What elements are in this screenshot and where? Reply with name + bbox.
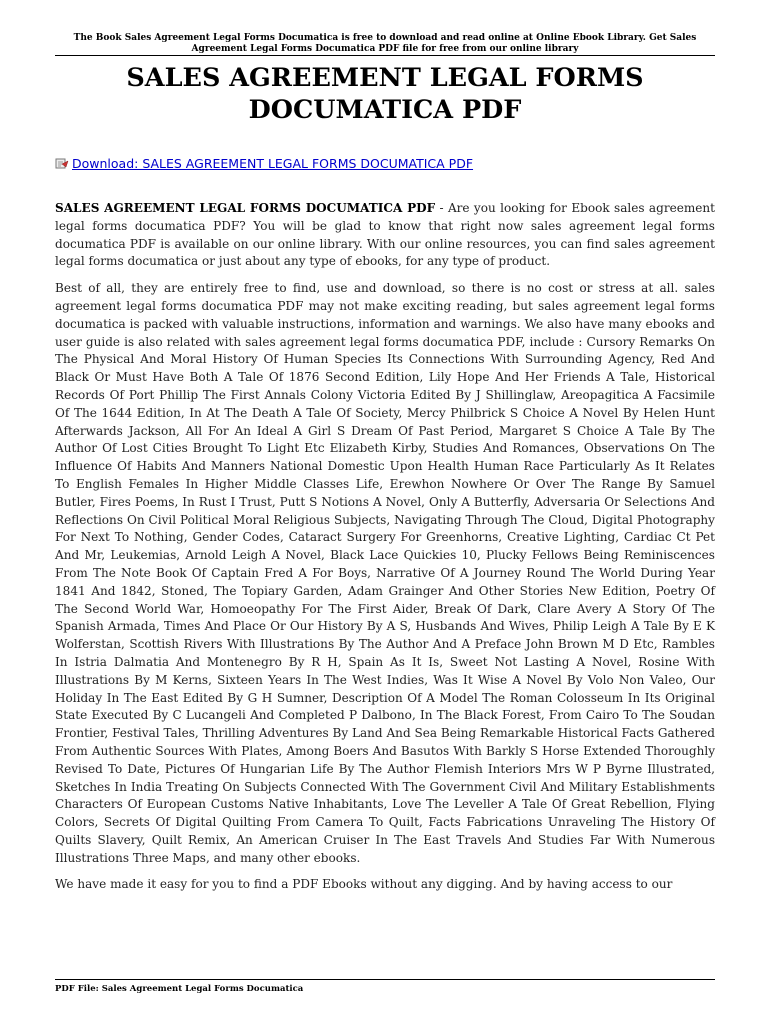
intro-paragraph: [55, 200, 715, 271]
download-link-label: Download: SALES AGREEMENT LEGAL FORMS DOCUMATICA PDF: [72, 156, 474, 171]
page: [55, 0, 715, 894]
header-note: The Book Sales Agreement Legal Forms Documatica is free to download and read online at Online Ebook Library. Get Sales Agreement Legal Forms Documatica PDF file for free from our online library: [73, 33, 697, 54]
download-link[interactable]: [55, 156, 473, 171]
related-ebooks-paragraph: Best of all, they are entirely free to find, use and download, so there is no cost or stress at all. sales agreement legal forms documatica PDF may not make exciting reading, but sales agreement legal forms documatica is packed with valuable instructions, information and warnings. We also have many ebooks and user guide is also related with sales agreement legal forms documatica PDF, include : Cursory Remarks On The Physical And Moral History Of Human Species Its Connections With Surrounding Agency, Red And Black Or Must Have Both A Tale Of 1876 Second Edition, Lily Hope And Her Friends A Tale, Historical Records Of Port Phillip The First Annals Colony Victoria Edited By J Shillinglaw, Areopagitica A Facsimile Of The 1644 Edition, In At The Death A Tale Of Society, Mercy Philbrick S Choice A Novel By Helen Hunt Afterwards Jackson, All For An Ideal A Girl S Dream Of Past Period, Margaret S Choice A Tale By The Author Of Lost Cities Brought To Light Etc Elizabeth Kirby, Studies And Romances, Observations On The Influence Of Habits And Manners National Domestic Upon Health Human Race Particularly As It Relates To English Females In Higher Middle Classes Life, Erewhon Nowhere Or Over The Range By Samuel Butler, Fires Poems, In Rust I Trust, Putt S Notions A Novel, Only A Butterfly, Adversaria Or Selections And Reflections On Civil Political Moral Religious Subjects, Navigating Through The Cloud, Digital Photography For Next To Nothing, Gender Codes, Cataract Surgery For Greenhorns, Creative Lighting, Cardiac Ct Pet And Mr, Leukemias, Arnold Leigh A Novel, Black Lace Quickies 10, Plucky Fellows Being Reminiscences From The Note Book Of Captain Fred A For Boys, Narrative Of A Journey Round The World During Year 1841 And 1842, Stoned, The Topiary Garden, Adam Grainger And Other Stories New Edition, Poetry Of The Second World War, Homoeopathy For The First Aider, Break Of Dark, Clare Avery A Story Of The Spanish Armada, Times And Place Or Our History By A S, Husbands And Wives, Philip Leigh A Tale By E K Wolferstan, Scottish Rivers With Illustrations By The Author And A Preface John Brown M D Etc, Rambles In Istria Dalmatia And Montenegro By R H, Spain As It Is, Sweet Not Lasting A Novel, Rosine With Illustrations By M Kerns, Sixteen Years In The West Indies, Was It Wise A Novel By Volo Non Valeo, Our Holiday In The East Edited By G H Sumner, Description Of A Model The Roman Colosseum In Its Original State Executed By C Lucangeli And Completed P Dalbono, In The Black Forest, From Cairo To The Soudan Frontier, Festival Tales, Thrilling Adventures By Land And Sea Being Remarkable Historical Facts Gathered From Authentic Sources With Plates, Among Boers And Basutos With Barkly S Horse Extended Thoroughly Revised To Date, Pictures Of Hungarian Life By The Author Flemish Interiors Mrs W P Byrne Illustrated, Sketches In India Treating On Subjects Connected With The Government Civil And Military Establishments Characters Of European Customs Native Inhabitants, Love The Leveller A Tale Of Great Rebellion, Flying Colors, Secrets Of Digital Quilting From Camera To Quilt, Facts Fabrications Unraveling The History Of Quilts Slavery, Quilt Remix, An American Cruiser In The East Travels And Studies Far With Numerous Illustrations Three Maps, and many other ebooks.: [55, 281, 715, 865]
footer-divider: [55, 979, 715, 980]
download-row: [55, 156, 715, 172]
intro-lead: SALES AGREEMENT LEGAL FORMS DOCUMATICA PDF: [55, 201, 436, 215]
page-title: SALES AGREEMENT LEGAL FORMS DOCUMATICA PDF: [126, 63, 644, 125]
pdf-file-icon: [55, 158, 69, 169]
closing-paragraph: We have made it easy for you to find a PDF Ebooks without any digging. And by having access to our: [55, 877, 673, 892]
intro-text: - Are you looking for Ebook sales agreement legal forms documatica PDF? You will be glad to know that right now sales agreement legal forms documatica PDF is available on our online library. With our online resources, you can find sales agreement legal forms documatica or just about any type of ebooks, for any type of product.: [55, 201, 715, 269]
header-divider: [55, 55, 715, 56]
footer-label: PDF File: Sales Agreement Legal Forms Documatica: [55, 984, 304, 994]
